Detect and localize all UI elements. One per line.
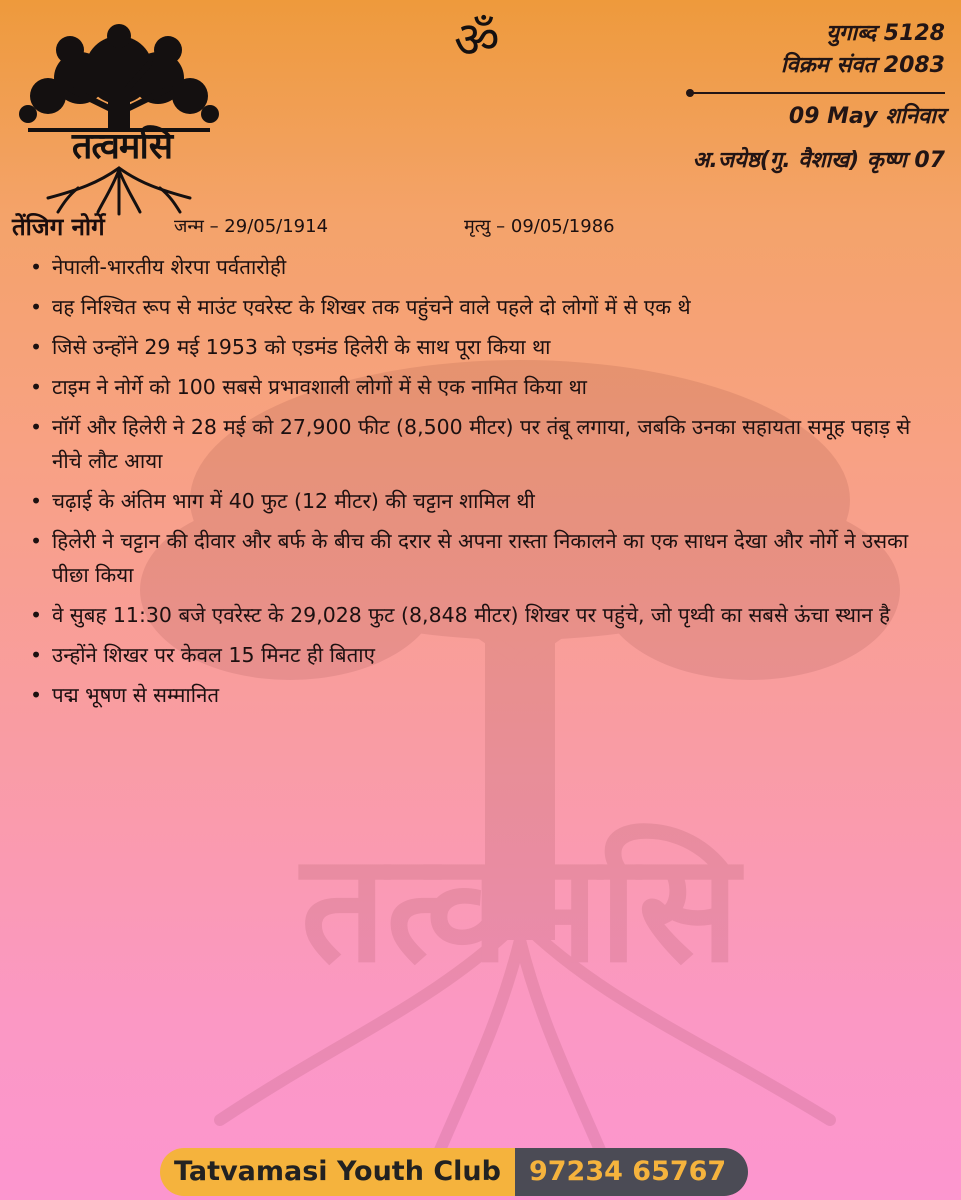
list-item: • हिलेरी ने चट्टान की दीवार और बर्फ के बीच की दरार से अपना रास्ता निकालने का एक साधन देखा और नोर्गे ने उसका पीछा किया <box>26 524 944 592</box>
list-item: • वे सुबह 11:30 बजे एवरेस्ट के 29,028 फुट (8,848 मीटर) शिखर पर पहुंचे, जो पृथ्वी का सबसे ऊंचा स्थान है <box>26 598 944 632</box>
club-name: Tatvamasi Youth Club <box>160 1148 515 1196</box>
list-item: • उन्होंने शिखर पर केवल 15 मिनट ही बिताए <box>26 638 944 672</box>
date-weekday: 09 May शनिवार <box>788 104 945 129</box>
yugabd-year: युगाब्द 5128 <box>826 21 945 46</box>
birth-date: जन्म – 29/05/1914 <box>174 216 329 237</box>
calendar-header <box>693 18 945 176</box>
list-item: • जिसे उन्होंने 29 मई 1953 को एडमंड हिलेरी के साथ पूरा किया था <box>26 330 944 364</box>
vikram-samvat-year: विक्रम संवत 2083 <box>780 53 945 78</box>
om-icon: ॐ <box>454 11 500 69</box>
tree-logo-icon <box>8 18 230 216</box>
facts-list <box>26 250 944 718</box>
logo-text: तत्वमसि <box>71 125 173 167</box>
list-item: • चढ़ाई के अंतिम भाग में 40 फुट (12 मीटर) की चट्टान शामिल थी <box>26 484 944 518</box>
list-item: • टाइम ने नोर्गे को 100 सबसे प्रभावशाली लोगों में से एक नामित किया था <box>26 370 944 404</box>
death-date: मृत्यु – 09/05/1986 <box>464 216 615 237</box>
list-item: • नॉर्गे और हिलेरी ने 28 मई को 27,900 फीट (8,500 मीटर) पर तंबू लगाया, जबकि उनका सहायता समूह पहाड़ से नीचे लौट आया <box>26 410 944 478</box>
person-name: तेंजिग नोर्गे <box>12 212 105 241</box>
person-header <box>12 208 941 244</box>
list-item: • वह निश्चित रूप से माउंट एवरेस्ट के शिखर तक पहुंचने वाले पहले दो लोगों में से एक थे <box>26 290 944 324</box>
tithi: अ.जयेष्ठ(गु. वैशाख) कृष्ण 07 <box>692 148 945 173</box>
footer-banner <box>160 1148 748 1196</box>
list-item: • पद्म भूषण से सम्मानित <box>26 678 944 712</box>
phone-number[interactable]: 97234 65767 <box>515 1148 748 1196</box>
header-divider <box>693 92 945 94</box>
watermark-text: तत्वमसि <box>300 820 740 996</box>
list-item: • नेपाली-भारतीय शेरपा पर्वतारोही <box>26 250 944 284</box>
